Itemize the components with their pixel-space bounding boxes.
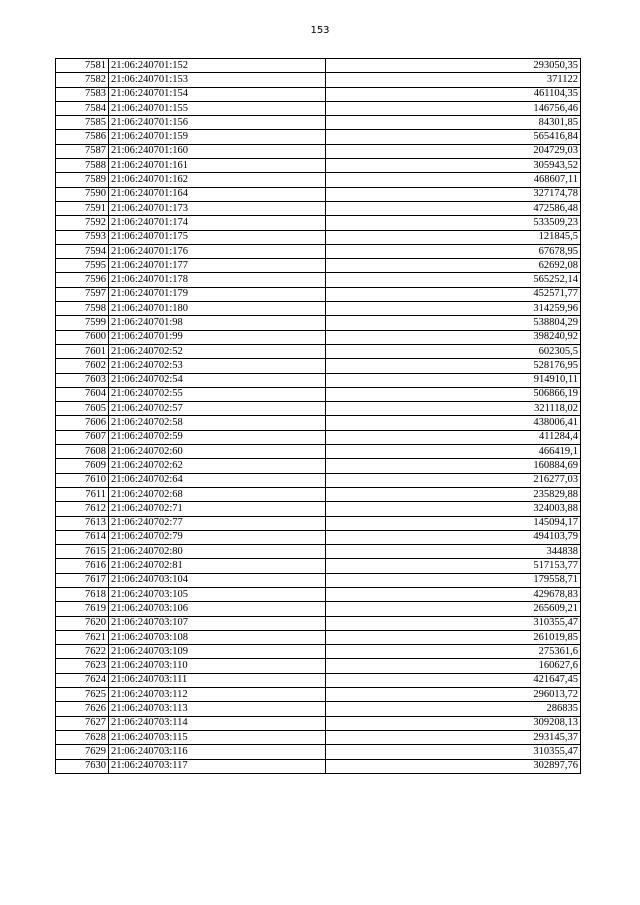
cadastral-number-cell: 21:06:240703:113 — [109, 702, 326, 716]
cadastral-value-cell: 494103,79 — [326, 530, 581, 544]
table-row — [56, 730, 581, 744]
table-row — [56, 673, 581, 687]
table-row — [56, 73, 581, 87]
cadastral-number-cell: 21:06:240702:64 — [109, 473, 326, 487]
row-number-cell: 7582 — [56, 73, 109, 87]
cadastral-value-cell: 314259,96 — [326, 302, 581, 316]
row-number-cell: 7594 — [56, 244, 109, 258]
cadastral-number-cell: 21:06:240701:176 — [109, 244, 326, 258]
cadastral-number-cell: 21:06:240701:179 — [109, 287, 326, 301]
cadastral-value-cell: 296013,72 — [326, 688, 581, 702]
cadastral-value-cell: 411284,4 — [326, 430, 581, 444]
table-row — [56, 101, 581, 115]
cadastral-number-cell: 21:06:240702:80 — [109, 545, 326, 559]
table-row — [56, 616, 581, 630]
table-row — [56, 573, 581, 587]
row-number-cell: 7613 — [56, 516, 109, 530]
table-row — [56, 230, 581, 244]
cadastral-value-cell: 84301,85 — [326, 116, 581, 130]
cadastral-number-cell: 21:06:240701:152 — [109, 59, 326, 73]
row-number-cell: 7597 — [56, 287, 109, 301]
cadastral-number-cell: 21:06:240703:117 — [109, 759, 326, 773]
cadastral-number-cell: 21:06:240703:106 — [109, 602, 326, 616]
table-row — [56, 59, 581, 73]
cadastral-number-cell: 21:06:240703:111 — [109, 673, 326, 687]
table-row — [56, 473, 581, 487]
cadastral-number-cell: 21:06:240701:154 — [109, 87, 326, 101]
row-number-cell: 7600 — [56, 330, 109, 344]
row-number-cell: 7620 — [56, 616, 109, 630]
row-number-cell: 7618 — [56, 587, 109, 601]
table-row — [56, 187, 581, 201]
cadastral-value-cell: 466419,1 — [326, 445, 581, 459]
cadastral-value-cell: 506866,19 — [326, 387, 581, 401]
cadastral-number-cell: 21:06:240701:174 — [109, 216, 326, 230]
row-number-cell: 7593 — [56, 230, 109, 244]
table-row — [56, 445, 581, 459]
table-row — [56, 302, 581, 316]
row-number-cell: 7626 — [56, 702, 109, 716]
row-number-cell: 7596 — [56, 273, 109, 287]
cadastral-value-cell: 293145,37 — [326, 730, 581, 744]
cadastral-value-cell: 160627,6 — [326, 659, 581, 673]
cadastral-value-cell: 429678,83 — [326, 587, 581, 601]
table-row — [56, 344, 581, 358]
cadastral-value-cell: 452571,77 — [326, 287, 581, 301]
cadastral-number-cell: 21:06:240703:104 — [109, 573, 326, 587]
row-number-cell: 7603 — [56, 373, 109, 387]
cadastral-number-cell: 21:06:240703:115 — [109, 730, 326, 744]
table-row — [56, 545, 581, 559]
row-number-cell: 7599 — [56, 316, 109, 330]
cadastral-number-cell: 21:06:240701:161 — [109, 159, 326, 173]
cadastral-number-cell: 21:06:240702:79 — [109, 530, 326, 544]
row-number-cell: 7630 — [56, 759, 109, 773]
row-number-cell: 7616 — [56, 559, 109, 573]
cadastral-number-cell: 21:06:240701:162 — [109, 173, 326, 187]
cadastral-number-cell: 21:06:240701:160 — [109, 144, 326, 158]
cadastral-number-cell: 21:06:240701:164 — [109, 187, 326, 201]
table-row — [56, 330, 581, 344]
table-row — [56, 244, 581, 258]
row-number-cell: 7611 — [56, 487, 109, 501]
table-row — [56, 201, 581, 215]
cadastral-number-cell: 21:06:240702:53 — [109, 359, 326, 373]
table-row — [56, 87, 581, 101]
cadastral-number-cell: 21:06:240702:81 — [109, 559, 326, 573]
row-number-cell: 7595 — [56, 259, 109, 273]
cadastral-number-cell: 21:06:240702:52 — [109, 344, 326, 358]
table-row — [56, 516, 581, 530]
cadastral-number-cell: 21:06:240703:105 — [109, 587, 326, 601]
cadastral-value-cell: 121845,5 — [326, 230, 581, 244]
cadastral-value-cell: 914910,11 — [326, 373, 581, 387]
table-row — [56, 116, 581, 130]
row-number-cell: 7601 — [56, 344, 109, 358]
cadastral-value-cell: 179558,71 — [326, 573, 581, 587]
cadastral-value-table — [55, 58, 581, 774]
cadastral-value-cell: 216277,03 — [326, 473, 581, 487]
cadastral-value-cell: 371122 — [326, 73, 581, 87]
cadastral-number-cell: 21:06:240702:62 — [109, 459, 326, 473]
table-row — [56, 745, 581, 759]
row-number-cell: 7584 — [56, 101, 109, 115]
cadastral-number-cell: 21:06:240702:60 — [109, 445, 326, 459]
cadastral-value-cell: 472586,48 — [326, 201, 581, 215]
table-row — [56, 602, 581, 616]
row-number-cell: 7622 — [56, 645, 109, 659]
table-row — [56, 630, 581, 644]
table-row — [56, 487, 581, 501]
cadastral-value-cell: 160884,69 — [326, 459, 581, 473]
cadastral-value-cell: 67678,95 — [326, 244, 581, 258]
row-number-cell: 7598 — [56, 302, 109, 316]
cadastral-value-cell: 261019,85 — [326, 630, 581, 644]
cadastral-value-cell: 327174,78 — [326, 187, 581, 201]
table-row — [56, 373, 581, 387]
cadastral-number-cell: 21:06:240701:153 — [109, 73, 326, 87]
table-row — [56, 359, 581, 373]
table-row — [56, 216, 581, 230]
row-number-cell: 7614 — [56, 530, 109, 544]
cadastral-value-cell: 310355,47 — [326, 616, 581, 630]
cadastral-number-cell: 21:06:240701:173 — [109, 201, 326, 215]
cadastral-number-cell: 21:06:240702:68 — [109, 487, 326, 501]
cadastral-value-cell: 286835 — [326, 702, 581, 716]
row-number-cell: 7583 — [56, 87, 109, 101]
cadastral-value-cell: 517153,77 — [326, 559, 581, 573]
cadastral-number-cell: 21:06:240703:107 — [109, 616, 326, 630]
cadastral-number-cell: 21:06:240702:58 — [109, 416, 326, 430]
cadastral-value-cell: 421647,45 — [326, 673, 581, 687]
cadastral-value-cell: 321118,02 — [326, 402, 581, 416]
cadastral-value-cell: 145094,17 — [326, 516, 581, 530]
cadastral-number-cell: 21:06:240701:99 — [109, 330, 326, 344]
cadastral-value-cell: 533509,23 — [326, 216, 581, 230]
row-number-cell: 7627 — [56, 716, 109, 730]
row-number-cell: 7591 — [56, 201, 109, 215]
row-number-cell: 7609 — [56, 459, 109, 473]
table-row — [56, 173, 581, 187]
page-number: 153 — [310, 25, 330, 36]
row-number-cell: 7586 — [56, 130, 109, 144]
cadastral-value-cell: 528176,95 — [326, 359, 581, 373]
cadastral-number-cell: 21:06:240702:59 — [109, 430, 326, 444]
cadastral-value-cell: 305943,52 — [326, 159, 581, 173]
cadastral-value-cell: 293050,35 — [326, 59, 581, 73]
row-number-cell: 7605 — [56, 402, 109, 416]
cadastral-value-cell: 468607,11 — [326, 173, 581, 187]
table-row — [56, 502, 581, 516]
cadastral-value-cell: 602305,5 — [326, 344, 581, 358]
table-row — [56, 702, 581, 716]
cadastral-value-cell: 310355,47 — [326, 745, 581, 759]
table-row — [56, 530, 581, 544]
row-number-cell: 7602 — [56, 359, 109, 373]
table-row — [56, 559, 581, 573]
cadastral-value-cell: 309208,13 — [326, 716, 581, 730]
cadastral-number-cell: 21:06:240701:178 — [109, 273, 326, 287]
table-row — [56, 659, 581, 673]
cadastral-value-cell: 565252,14 — [326, 273, 581, 287]
table-row — [56, 159, 581, 173]
table-row — [56, 688, 581, 702]
cadastral-number-cell: 21:06:240703:110 — [109, 659, 326, 673]
cadastral-number-cell: 21:06:240701:180 — [109, 302, 326, 316]
row-number-cell: 7624 — [56, 673, 109, 687]
cadastral-number-cell: 21:06:240702:71 — [109, 502, 326, 516]
table-row — [56, 645, 581, 659]
cadastral-value-cell: 235829,88 — [326, 487, 581, 501]
cadastral-value-cell: 398240,92 — [326, 330, 581, 344]
row-number-cell: 7619 — [56, 602, 109, 616]
cadastral-number-cell: 21:06:240703:108 — [109, 630, 326, 644]
cadastral-value-cell: 324003,88 — [326, 502, 581, 516]
cadastral-value-cell: 275361,6 — [326, 645, 581, 659]
cadastral-value-cell: 302897,76 — [326, 759, 581, 773]
table-row — [56, 316, 581, 330]
cadastral-value-cell: 565416,84 — [326, 130, 581, 144]
cadastral-number-cell: 21:06:240701:156 — [109, 116, 326, 130]
row-number-cell: 7623 — [56, 659, 109, 673]
row-number-cell: 7621 — [56, 630, 109, 644]
cadastral-value-cell: 344838 — [326, 545, 581, 559]
table-body — [56, 59, 581, 774]
row-number-cell: 7628 — [56, 730, 109, 744]
table-row — [56, 259, 581, 273]
cadastral-number-cell: 21:06:240701:159 — [109, 130, 326, 144]
cadastral-number-cell: 21:06:240703:114 — [109, 716, 326, 730]
cadastral-number-cell: 21:06:240702:54 — [109, 373, 326, 387]
cadastral-value-cell: 265609,21 — [326, 602, 581, 616]
cadastral-number-cell: 21:06:240702:55 — [109, 387, 326, 401]
row-number-cell: 7629 — [56, 745, 109, 759]
cadastral-value-cell: 146756,46 — [326, 101, 581, 115]
table-row — [56, 130, 581, 144]
table-row — [56, 759, 581, 773]
cadastral-number-cell: 21:06:240703:109 — [109, 645, 326, 659]
row-number-cell: 7612 — [56, 502, 109, 516]
row-number-cell: 7587 — [56, 144, 109, 158]
table-row — [56, 273, 581, 287]
row-number-cell: 7581 — [56, 59, 109, 73]
table-row — [56, 287, 581, 301]
table-row — [56, 430, 581, 444]
row-number-cell: 7592 — [56, 216, 109, 230]
cadastral-number-cell: 21:06:240702:77 — [109, 516, 326, 530]
cadastral-number-cell: 21:06:240701:155 — [109, 101, 326, 115]
row-number-cell: 7615 — [56, 545, 109, 559]
cadastral-number-cell: 21:06:240701:177 — [109, 259, 326, 273]
row-number-cell: 7625 — [56, 688, 109, 702]
row-number-cell: 7589 — [56, 173, 109, 187]
row-number-cell: 7588 — [56, 159, 109, 173]
cadastral-number-cell: 21:06:240703:116 — [109, 745, 326, 759]
cadastral-number-cell: 21:06:240701:175 — [109, 230, 326, 244]
table-row — [56, 144, 581, 158]
cadastral-value-cell: 62692,08 — [326, 259, 581, 273]
cadastral-number-cell: 21:06:240702:57 — [109, 402, 326, 416]
table-row — [56, 459, 581, 473]
row-number-cell: 7585 — [56, 116, 109, 130]
row-number-cell: 7604 — [56, 387, 109, 401]
row-number-cell: 7610 — [56, 473, 109, 487]
table-row — [56, 587, 581, 601]
cadastral-value-cell: 438006,41 — [326, 416, 581, 430]
row-number-cell: 7606 — [56, 416, 109, 430]
table-row — [56, 416, 581, 430]
table-row — [56, 402, 581, 416]
row-number-cell: 7617 — [56, 573, 109, 587]
cadastral-value-cell: 538804,29 — [326, 316, 581, 330]
table-row — [56, 716, 581, 730]
table-row — [56, 387, 581, 401]
cadastral-number-cell: 21:06:240703:112 — [109, 688, 326, 702]
cadastral-value-cell: 204729,03 — [326, 144, 581, 158]
row-number-cell: 7590 — [56, 187, 109, 201]
row-number-cell: 7607 — [56, 430, 109, 444]
row-number-cell: 7608 — [56, 445, 109, 459]
cadastral-number-cell: 21:06:240701:98 — [109, 316, 326, 330]
cadastral-value-cell: 461104,35 — [326, 87, 581, 101]
